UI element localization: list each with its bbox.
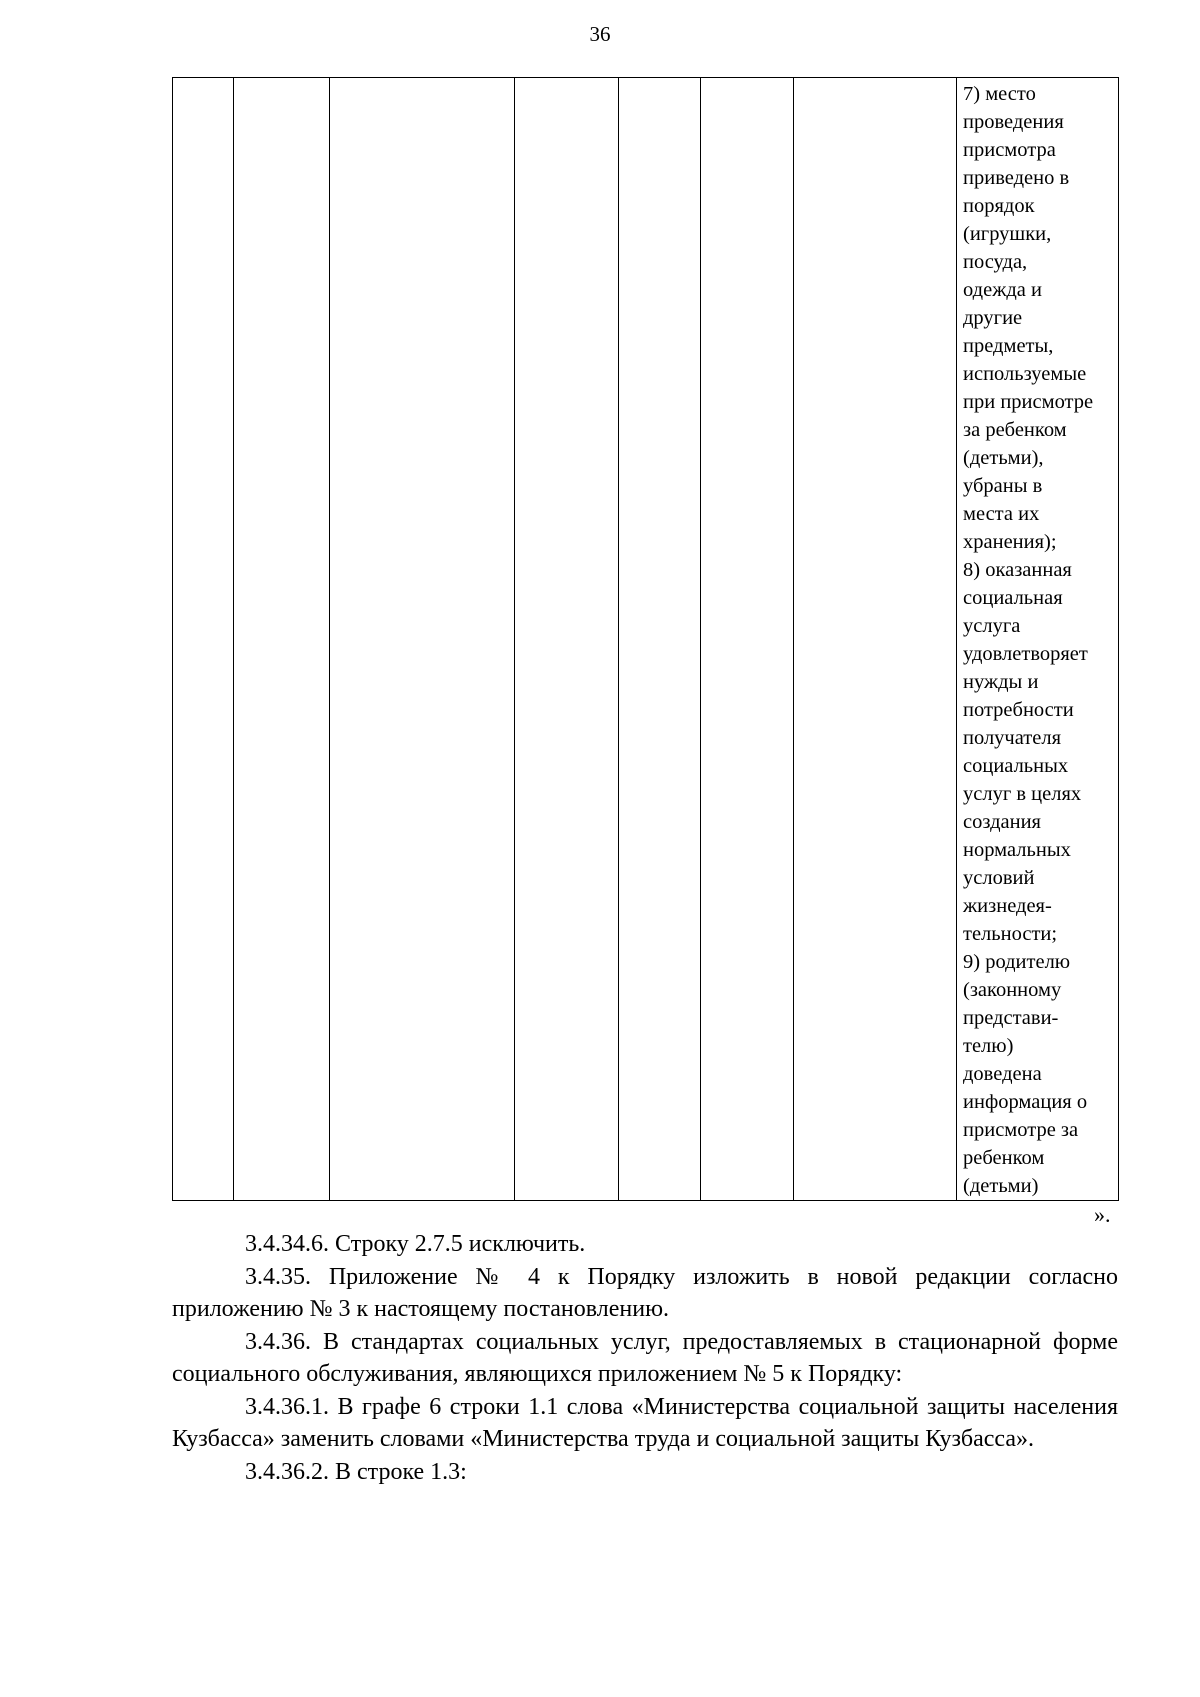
table-cell-line: услуга [963, 615, 1021, 637]
table-row [173, 78, 1119, 1201]
table-cell-line: (детьми) [963, 1175, 1039, 1197]
table-cell-line: убраны в [963, 475, 1043, 497]
table-cell-line: места их [963, 503, 1040, 525]
table-cell-line: социальная [963, 587, 1063, 609]
table-cell-col4 [515, 78, 619, 1201]
table-cell-line: 8) оказанная [963, 559, 1072, 581]
table-cell-line: присмотра [963, 139, 1056, 161]
paragraph-3-4-36-1: 3.4.36.1. В графе 6 строки 1.1 слова «Министерства социальной защиты населения Кузбасса» заменить словами «Министерства труда и социальной защиты Кузбасса». [172, 1393, 1118, 1452]
closing-quote-mark: ». [1094, 1202, 1111, 1227]
paragraph-3-4-36-2: 3.4.36.2. В строке 1.3: [245, 1458, 467, 1485]
table-cell-line: используемые [963, 363, 1087, 385]
table-cell-line: порядок [963, 195, 1035, 217]
table-cell-line: предметы, [963, 335, 1054, 357]
table-cell-col6 [701, 78, 794, 1201]
table-cell-line: за ребенком [963, 419, 1067, 441]
table-cell-line: 7) место [963, 83, 1036, 105]
table-cell-line: (детьми), [963, 447, 1044, 469]
table-cell-line: при присмотре [963, 391, 1094, 413]
table-cell-line: телю) [963, 1035, 1014, 1057]
table-cell-line: (игрушки, [963, 223, 1052, 245]
table-cell-col1 [173, 78, 234, 1201]
table-cell-line: жизнедея- [963, 895, 1052, 917]
table-cell-line: ребенком [963, 1147, 1045, 1169]
paragraph-3-4-34-6: 3.4.34.6. Строку 2.7.5 исключить. [245, 1231, 586, 1257]
table-cell-line: создания [963, 811, 1041, 833]
table-cell-line: приведено в [963, 167, 1070, 189]
table-cell-line: нужды и [963, 671, 1039, 693]
table-cell-line: другие [963, 307, 1023, 329]
table-cell-line: хранения); [963, 531, 1057, 553]
table-cell-line: 9) родителю [963, 951, 1071, 973]
page-number: 36 [589, 22, 611, 46]
table-cell-line: потребности [963, 699, 1074, 721]
table-cell-line: нормальных [963, 839, 1071, 861]
table-cell-line: услуг в целях [963, 783, 1082, 805]
table-cell-line: тельности; [963, 923, 1058, 945]
table-cell-line: представи- [963, 1007, 1059, 1029]
standards-table [172, 77, 1119, 1201]
table-cell-line: (законному [963, 979, 1062, 1001]
quality-criteria-text [957, 78, 1118, 1200]
table-cell-col5 [619, 78, 701, 1201]
table-cell-col2 [234, 78, 330, 1201]
table-cell-line: получателя [963, 727, 1062, 749]
document-body [172, 1228, 1118, 1488]
table-cell-col3 [330, 78, 515, 1201]
table-cell-line: социальных [963, 755, 1069, 777]
table-cell-col7 [794, 78, 957, 1201]
table-cell-line: удовлетворяет [963, 643, 1088, 665]
table-cell-line: информация о [963, 1091, 1088, 1113]
paragraph-3-4-35: 3.4.35. Приложение № 4 к Порядку изложить в новой редакции согласно приложению № 3 к настоящему постановлению. [172, 1263, 1118, 1322]
paragraph-3-4-36: 3.4.36. В стандартах социальных услуг, предоставляемых в стационарной форме социального обслуживания, являющихся приложением № 5 к Порядку: [172, 1328, 1118, 1387]
table-cell-line: доведена [963, 1063, 1042, 1085]
table-cell-line: присмотре за [963, 1119, 1079, 1141]
table-cell-quality-criteria [957, 78, 1119, 1201]
table-cell-line: проведения [963, 111, 1064, 133]
table-cell-line: условий [963, 867, 1035, 889]
table-cell-line: посуда, [963, 251, 1028, 273]
table-cell-line: одежда и [963, 279, 1042, 301]
